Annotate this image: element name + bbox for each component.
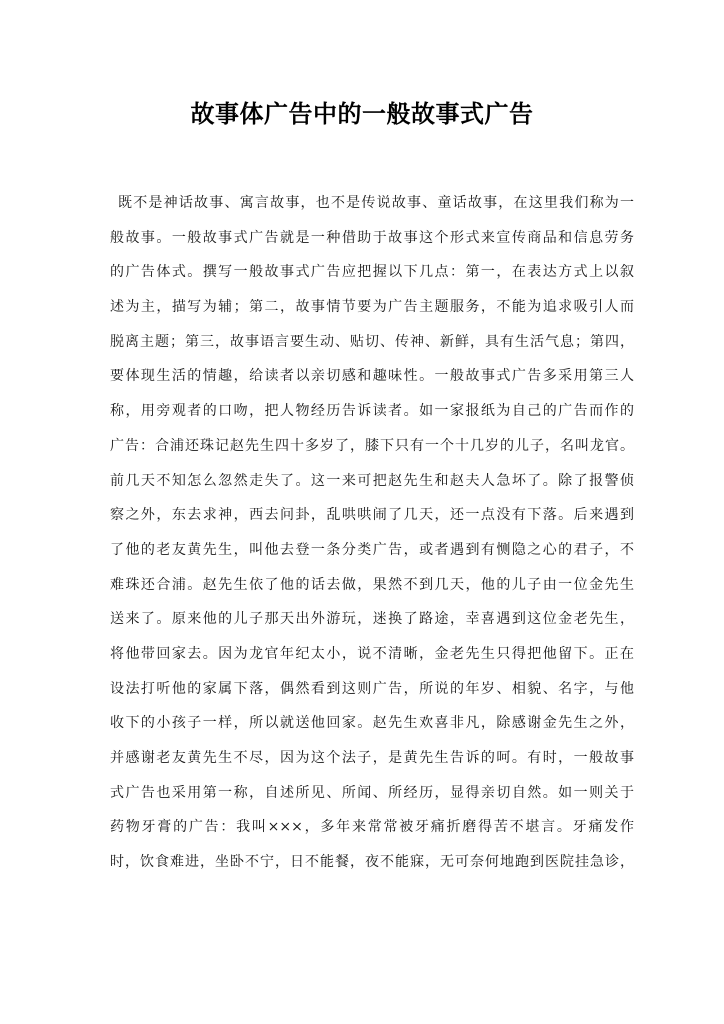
body-line: 了他的老友黄先生，叫他去登一条分类广告，或者遇到有恻隐之心的君子，不 [110, 541, 634, 558]
body-line: 送来了。原来他的儿子那天出外游玩，迷换了路途，幸喜遇到这位金老先生， [110, 611, 634, 628]
body-line: 要体现生活的情趣，给读者以亲切感和趣味性。一般故事式广告多采用第三人 [110, 368, 634, 385]
body-line: 难珠还合浦。赵先生依了他的话去做，果然不到几天，他的儿子由一位金先生 [110, 576, 634, 593]
body-line: 广告：合浦还珠记赵先生四十多岁了，膝下只有一个十几岁的儿子，名叫龙官。 [110, 437, 634, 454]
document-body [110, 186, 634, 880]
body-line: 收下的小孩子一样，所以就送他回家。赵先生欢喜非凡，除感谢金先生之外， [110, 715, 634, 732]
body-line: 将他带回家去。因为龙官年纪太小，说不清晰，金老先生只得把他留下。正在 [110, 645, 634, 662]
body-line: 既不是神话故事、寓言故事，也不是传说故事、童话故事，在这里我们称为一 [118, 195, 634, 211]
body-line: 称，用旁观者的口吻，把人物经历告诉读者。如一家报纸为自己的广告而作的 [110, 403, 634, 420]
body-line: 脱离主题；第三，故事语言要生动、贴切、传神、新鲜，具有生活气息；第四， [110, 333, 634, 350]
body-line: 药物牙膏的广告：我叫×××，多年来常常被牙痛折磨得苦不堪言。牙痛发作 [110, 819, 634, 836]
body-line: 前几天不知怎么忽然走失了。这一来可把赵先生和赵夫人急坏了。除了报警侦 [110, 472, 634, 489]
body-line: 时，饮食难进，坐卧不宁，日不能餐，夜不能寐，无可奈何地跑到医院挂急诊， [110, 854, 634, 871]
body-line: 般故事。一般故事式广告就是一种借助于故事这个形式来宣传商品和信息劳务 [110, 229, 634, 246]
body-line: 述为主，描写为辅；第二，故事情节要为广告主题服务，不能为追求吸引人而 [110, 299, 634, 316]
body-line: 的广告体式。撰写一般故事式广告应把握以下几点：第一，在表达方式上以叙 [110, 264, 634, 281]
document-title: 故事体广告中的一般故事式广告 [190, 99, 534, 128]
body-line: 设法打听他的家属下落，偶然看到这则广告，所说的年岁、相貌、名字，与他 [110, 680, 634, 697]
body-line: 式广告也采用第一称，自述所见、所闻、所经历，显得亲切自然。如一则关于 [110, 784, 634, 801]
body-line: 察之外，东去求神，西去问卦，乱哄哄闹了几天，还一点没有下落。后来遇到 [110, 507, 634, 524]
body-line: 并感谢老友黄先生不尽，因为这个法子，是黄先生告诉的呵。有时，一般故事 [110, 750, 634, 766]
